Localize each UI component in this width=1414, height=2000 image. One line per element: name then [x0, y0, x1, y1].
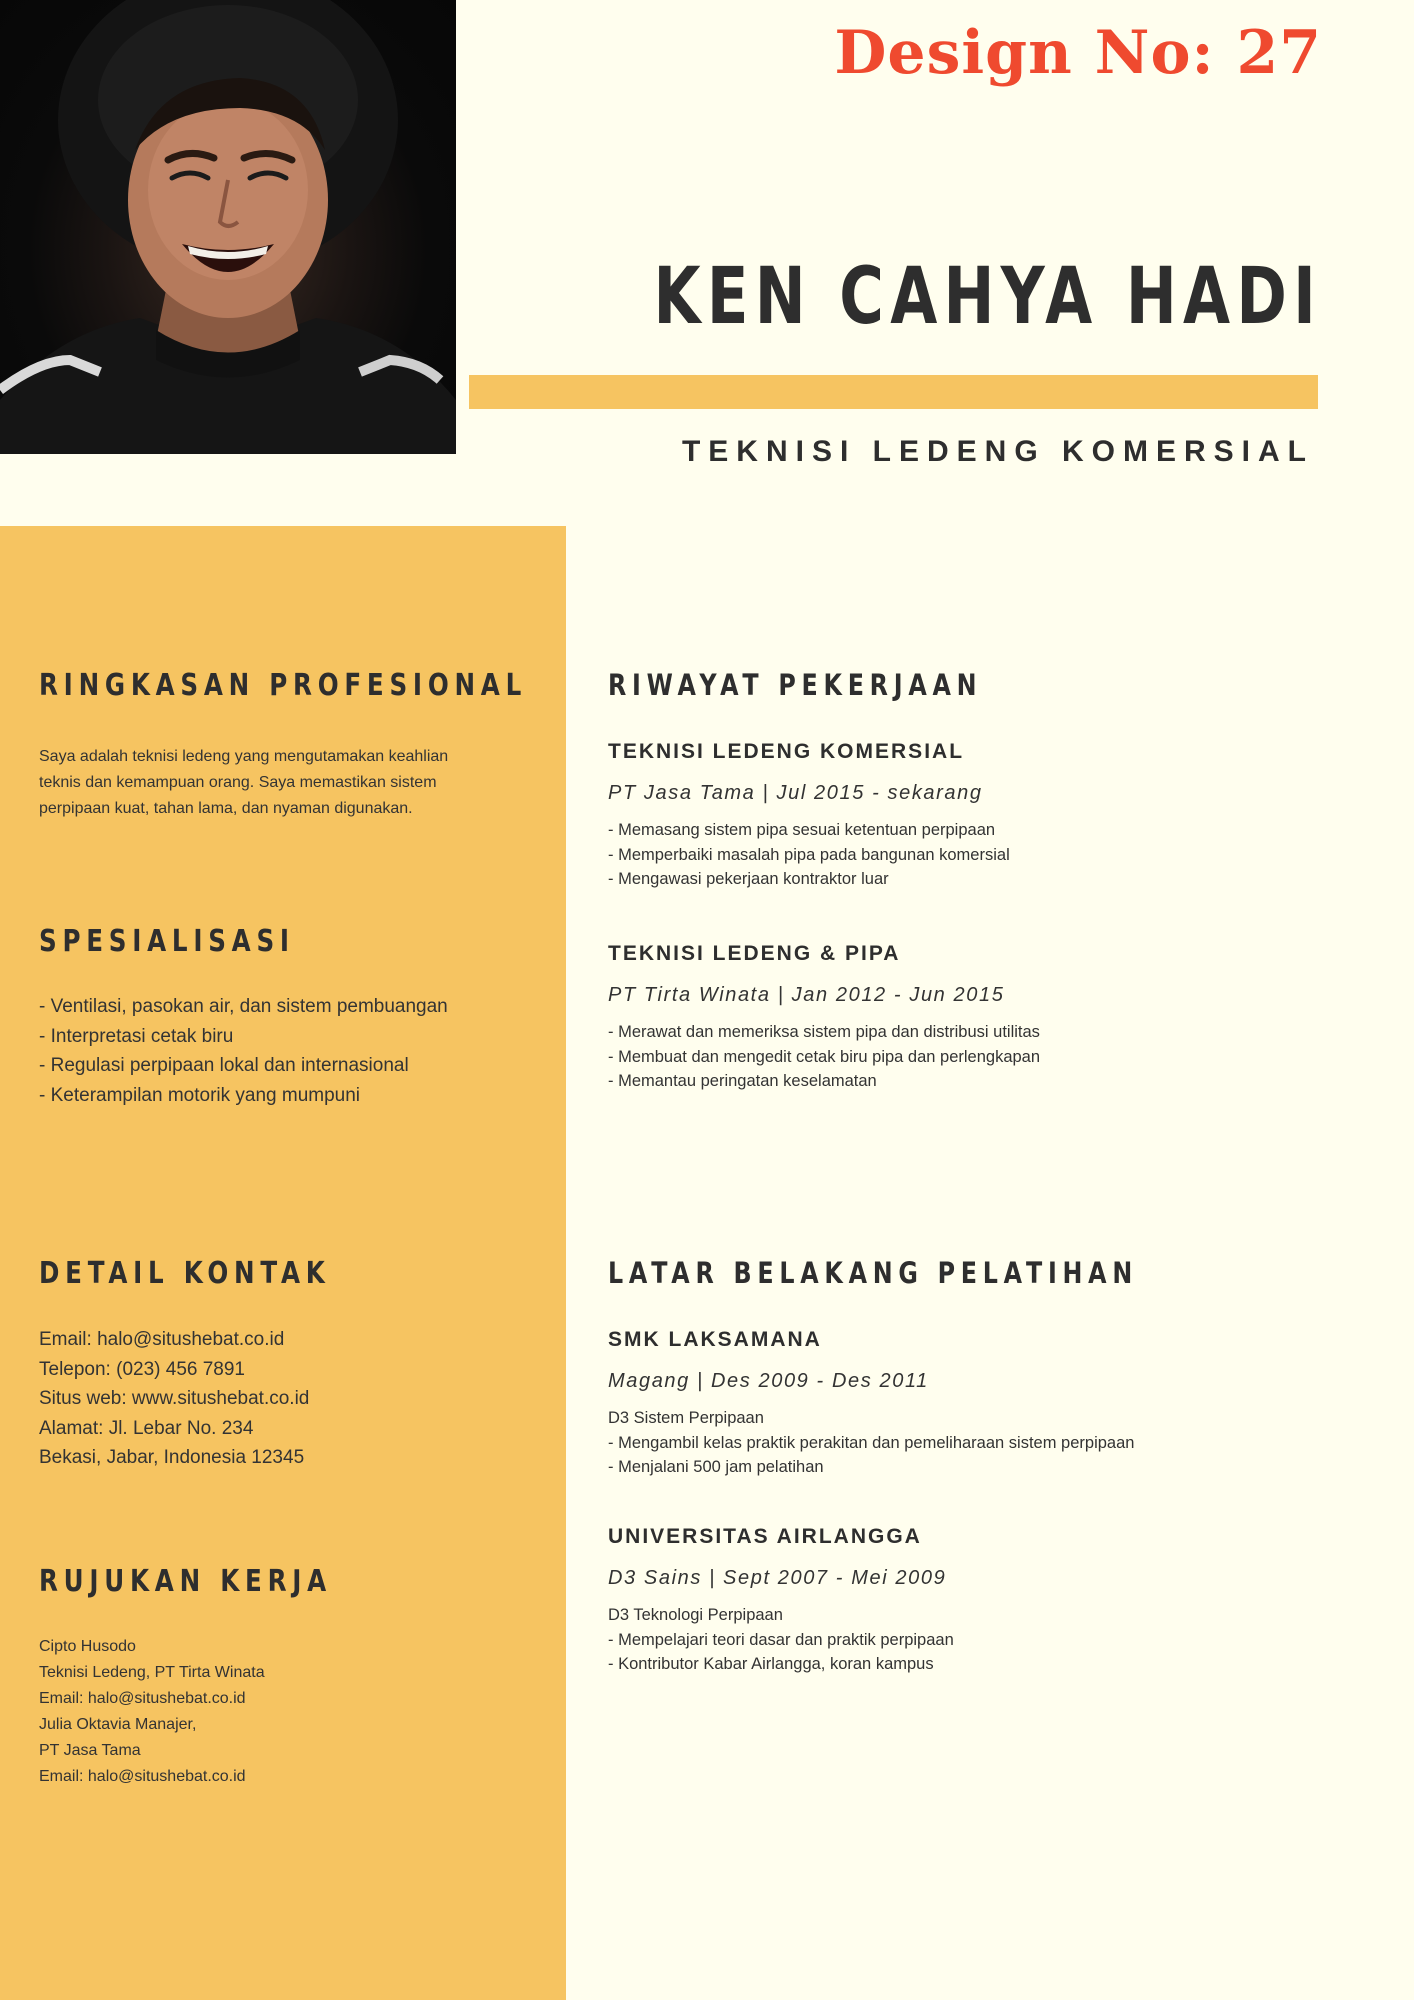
contact-address: Alamat: Jl. Lebar No. 234 [39, 1417, 254, 1439]
specialization-list [39, 992, 448, 1110]
education-detail: D3 Teknologi Perpipaan [608, 1606, 783, 1624]
job-company-dates: PT Jasa Tama | Jul 2015 - sekarang [608, 782, 983, 804]
education-details [608, 1603, 954, 1677]
specialization-item: - Regulasi perpipaan lokal dan internasional [39, 1055, 409, 1076]
reference-line: Teknisi Ledeng, PT Tirta Winata [39, 1664, 265, 1681]
reference-line: Cipto Husodo [39, 1638, 136, 1655]
education-title: LATAR BELAKANG PELATIHAN [608, 1256, 1138, 1290]
contact-city: Bekasi, Jabar, Indonesia 12345 [39, 1447, 305, 1468]
summary-line: Saya adalah teknisi ledeng yang mengutamakan keahlian [39, 748, 449, 765]
job-duty: - Membuat dan mengedit cetak biru pipa dan perlengkapan [608, 1047, 1041, 1066]
candidate-name: KEN CAHYA HADI [653, 252, 1322, 342]
contact-website: Situs web: www.situshebat.co.id [39, 1388, 310, 1409]
job-duty: - Mengawasi pekerjaan kontraktor luar [608, 870, 889, 888]
education-school: SMK LAKSAMANA [608, 1328, 822, 1351]
education-details [608, 1406, 1134, 1480]
reference-line: Julia Oktavia Manajer, [39, 1716, 197, 1733]
contact-title: DETAIL KONTAK [39, 1256, 331, 1291]
job-duty: - Memperbaiki masalah pipa pada bangunan komersial [608, 845, 1010, 864]
references-list [39, 1634, 265, 1790]
job-duty: - Merawat dan memeriksa sistem pipa dan distribusi utilitas [608, 1023, 1040, 1041]
profile-photo [0, 0, 456, 454]
reference-line: PT Jasa Tama [39, 1742, 141, 1759]
education-detail: D3 Sistem Perpipaan [608, 1409, 764, 1427]
job-company-dates: PT Tirta Winata | Jan 2012 - Jun 2015 [608, 984, 1005, 1006]
education-program-dates: Magang | Des 2009 - Des 2011 [608, 1370, 929, 1392]
education-detail: - Menjalani 500 jam pelatihan [608, 1458, 824, 1476]
contact-details [39, 1325, 309, 1473]
design-number: Design No: 27 [834, 18, 1322, 88]
job-title: TEKNISI LEDENG KOMERSIAL [608, 740, 965, 763]
summary-text [39, 744, 448, 822]
accent-bar [469, 375, 1318, 409]
job-duties [608, 1020, 1040, 1094]
education-school: UNIVERSITAS AIRLANGGA [608, 1525, 922, 1548]
job-duty: - Memasang sistem pipa sesuai ketentuan perpipaan [608, 821, 996, 839]
summary-title: RINGKASAN PROFESIONAL [39, 668, 528, 703]
specialization-item: - Ventilasi, pasokan air, dan sistem pembuangan [39, 996, 448, 1017]
work-title: RIWAYAT PEKERJAAN [608, 668, 983, 702]
candidate-role: TEKNISI LEDENG KOMERSIAL [681, 435, 1314, 468]
summary-line: perpipaan kuat, tahan lama, dan nyaman digunakan. [39, 800, 413, 817]
contact-email: Email: halo@situshebat.co.id [39, 1329, 285, 1350]
job-title: TEKNISI LEDENG & PIPA [608, 942, 901, 965]
specialization-item: - Interpretasi cetak biru [39, 1025, 234, 1047]
specialization-item: - Keterampilan motorik yang mumpuni [39, 1084, 361, 1106]
education-program-dates: D3 Sains | Sept 2007 - Mei 2009 [608, 1567, 947, 1589]
contact-phone: Telepon: (023) 456 7891 [39, 1358, 245, 1380]
job-duty: - Memantau peringatan keselamatan [608, 1072, 877, 1090]
reference-line: Email: halo@situshebat.co.id [39, 1690, 246, 1707]
education-detail: - Mengambil kelas praktik perakitan dan pemeliharaan sistem perpipaan [608, 1433, 1135, 1452]
job-duties [608, 818, 1010, 892]
reference-line: Email: halo@situshebat.co.id [39, 1768, 246, 1785]
education-detail: - Mempelajari teori dasar dan praktik perpipaan [608, 1630, 954, 1649]
references-title: RUJUKAN KERJA [39, 1564, 332, 1599]
specialization-title: SPESIALISASI [39, 924, 295, 959]
education-detail: - Kontributor Kabar Airlangga, koran kampus [608, 1655, 934, 1673]
summary-line: teknis dan kemampuan orang. Saya memastikan sistem [39, 774, 437, 791]
